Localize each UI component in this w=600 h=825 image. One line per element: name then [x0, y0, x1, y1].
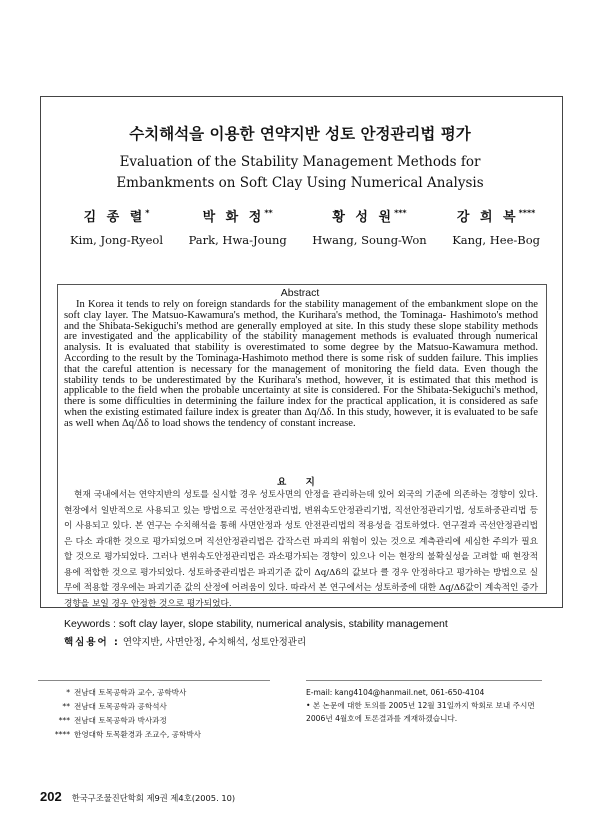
footnote-mark: **** — [54, 730, 70, 739]
author-korean-name: 강 희 복 — [456, 210, 519, 225]
author-english-name: Kang, Hee-Bog — [452, 233, 540, 247]
affiliation-mark: ** — [264, 208, 273, 218]
affiliation-mark: **** — [518, 208, 536, 218]
author-korean-name: 박 화 정 — [202, 210, 265, 225]
author-list — [70, 206, 540, 247]
footnote-text: 전남대 토목공학과 공학석사 — [74, 702, 167, 711]
korean-keywords-label: 핵심용어 : — [64, 637, 120, 648]
footnote-divider — [306, 680, 542, 681]
page-number: 202 — [40, 789, 62, 804]
keywords-value: soft clay layer, slope stability, numerical analysis, stability management — [118, 618, 448, 630]
english-title-line-2: Embankments on Soft Clay Using Numerical Analysis — [116, 175, 484, 191]
keywords-label: Keywords : — [64, 618, 116, 630]
footnote-text: 한영대학 토목환경과 조교수, 공학박사 — [74, 730, 202, 739]
korean-title: 수치해석을 이용한 연약지반 성토 안정관리법 평가 — [129, 125, 471, 143]
author — [452, 206, 540, 247]
korean-keywords — [64, 634, 306, 648]
page-footer — [40, 789, 235, 804]
footnote — [38, 686, 201, 700]
footnote-mark: *** — [58, 716, 70, 725]
affiliation-footnotes — [38, 686, 201, 742]
author-english-name: Park, Hwa-Joung — [188, 233, 287, 247]
contact-footnotes — [306, 686, 546, 725]
author — [70, 206, 163, 247]
footnote-text: 전남대 토목공학과 박사과정 — [74, 716, 167, 725]
korean-summary-text: 현재 국내에서는 연약지반의 성토를 실시할 경우 성토사면의 안정을 관리하는데 있어 외국의 기준에 의존하는 경향이 있다. 현장에서 일반적으로 사용되고 있는 방법으로 곡선안정관리법, 변위속도안정관리기법, 직선안정관리기법, 성토하중관리법 등이 사용되고 있다. 본 연구는 수치해석을 통해 사면안정과 성토 안전관리법의 적용성을 검토하였다. 연구결과 곡선안정관리법은 다소 과대한 것으로 평가되었으며 직선안정관리법은 갑작스런 파괴의 위험이 있는 것으로 계측관리에 세심한 주의가 필요할 것으로 평가되었다. 그러나 변위속도안정관리법은 과소평가되는 경향이 있으나 이는 현장의 불확실성을 고려할 때 현장적용에 적합한 것으로 평가되었다. 성토하중관리법은 파괴기준 값이 Δq/Δδ의 값보다 클 경우 안정하다고 평가하는 방법으로 실무에 적용할 경우에는 파괴기준 값의 산정에 어려움이 있다. 따라서 본 연구에서는 성토하중에 대한 Δq/Δδ값이 계속적인 증가 경향을 보일 경우 안정한 것으로 평가되었다. — [64, 490, 538, 609]
author — [189, 206, 287, 247]
abstract-heading: Abstract — [280, 287, 320, 299]
footnote-divider — [38, 680, 270, 681]
english-title-line-1: Evaluation of the Stability Management Methods for — [119, 154, 481, 170]
affiliation-mark: * — [145, 208, 150, 218]
abstract-text: In Korea it tends to rely on foreign standards for the stability management of the embankment slope on the soft clay layer. The Matsuo-Kawamura's method, the Kurihara's method, the Tominaga- Hashimoto's method and the Shibata-Sekiguchi's method are generally employed at site. In this study these slope stability methods are investigated and the applicability of the stability management methods is evaluated through numerical analysis. It is evaluated that stability is overestimated to some degree by the Matsuo-Kawamura method. According to the result by the Tominaga-Hashimoto method there is some risk of sudden failure. This implies that the careful attention is necessary for the management of monitoring the field data. Even though the stability tends to be underestimated by the Kurihara's method, however, it is estimated that this method is applicable to the field when the probable uncertainty at site is considered. For the Shibata-Sekiguchi's method, there is some difficulties in determining the failure index for the practical application, it is considered as safe when the existing estimated failure index is greater than Δq/Δδ. In this study, however, it is evaluated to be safe as well when Δq/Δδ to load shows the tendency of constant increase. — [64, 299, 538, 429]
author-korean-name: 김 종 렬 — [83, 210, 146, 225]
korean-summary-heading: 요 지 — [277, 477, 323, 488]
author — [312, 206, 426, 247]
footnote-mark: * — [66, 688, 70, 697]
footnote — [38, 700, 201, 714]
footnote — [38, 714, 201, 728]
author-english-name: Kim, Jong-Ryeol — [70, 233, 164, 247]
affiliation-mark: *** — [394, 208, 407, 218]
author-english-name: Hwang, Soung-Won — [312, 233, 427, 247]
footnote — [38, 728, 201, 742]
korean-keywords-value: 연약지반, 사면안정, 수치해석, 성토안정관리 — [122, 637, 307, 648]
footnote-text: 전남대 토목공학과 교수, 공학박사 — [74, 688, 187, 697]
discussion-note: • 본 논문에 대한 토의를 2005년 12월 31일까지 학회로 보내 주시면 2006년 4월호에 토론결과를 게재하겠습니다. — [306, 701, 535, 723]
author-korean-name: 황 성 원 — [332, 210, 395, 225]
footnote-mark: ** — [62, 702, 70, 711]
contact-email: E-mail: kang4104@hanmail.net, 061-650-4104 — [306, 688, 485, 697]
keywords — [64, 618, 448, 630]
journal-citation: 한국구조물진단학회 제9권 제4호(2005. 10) — [71, 793, 236, 803]
